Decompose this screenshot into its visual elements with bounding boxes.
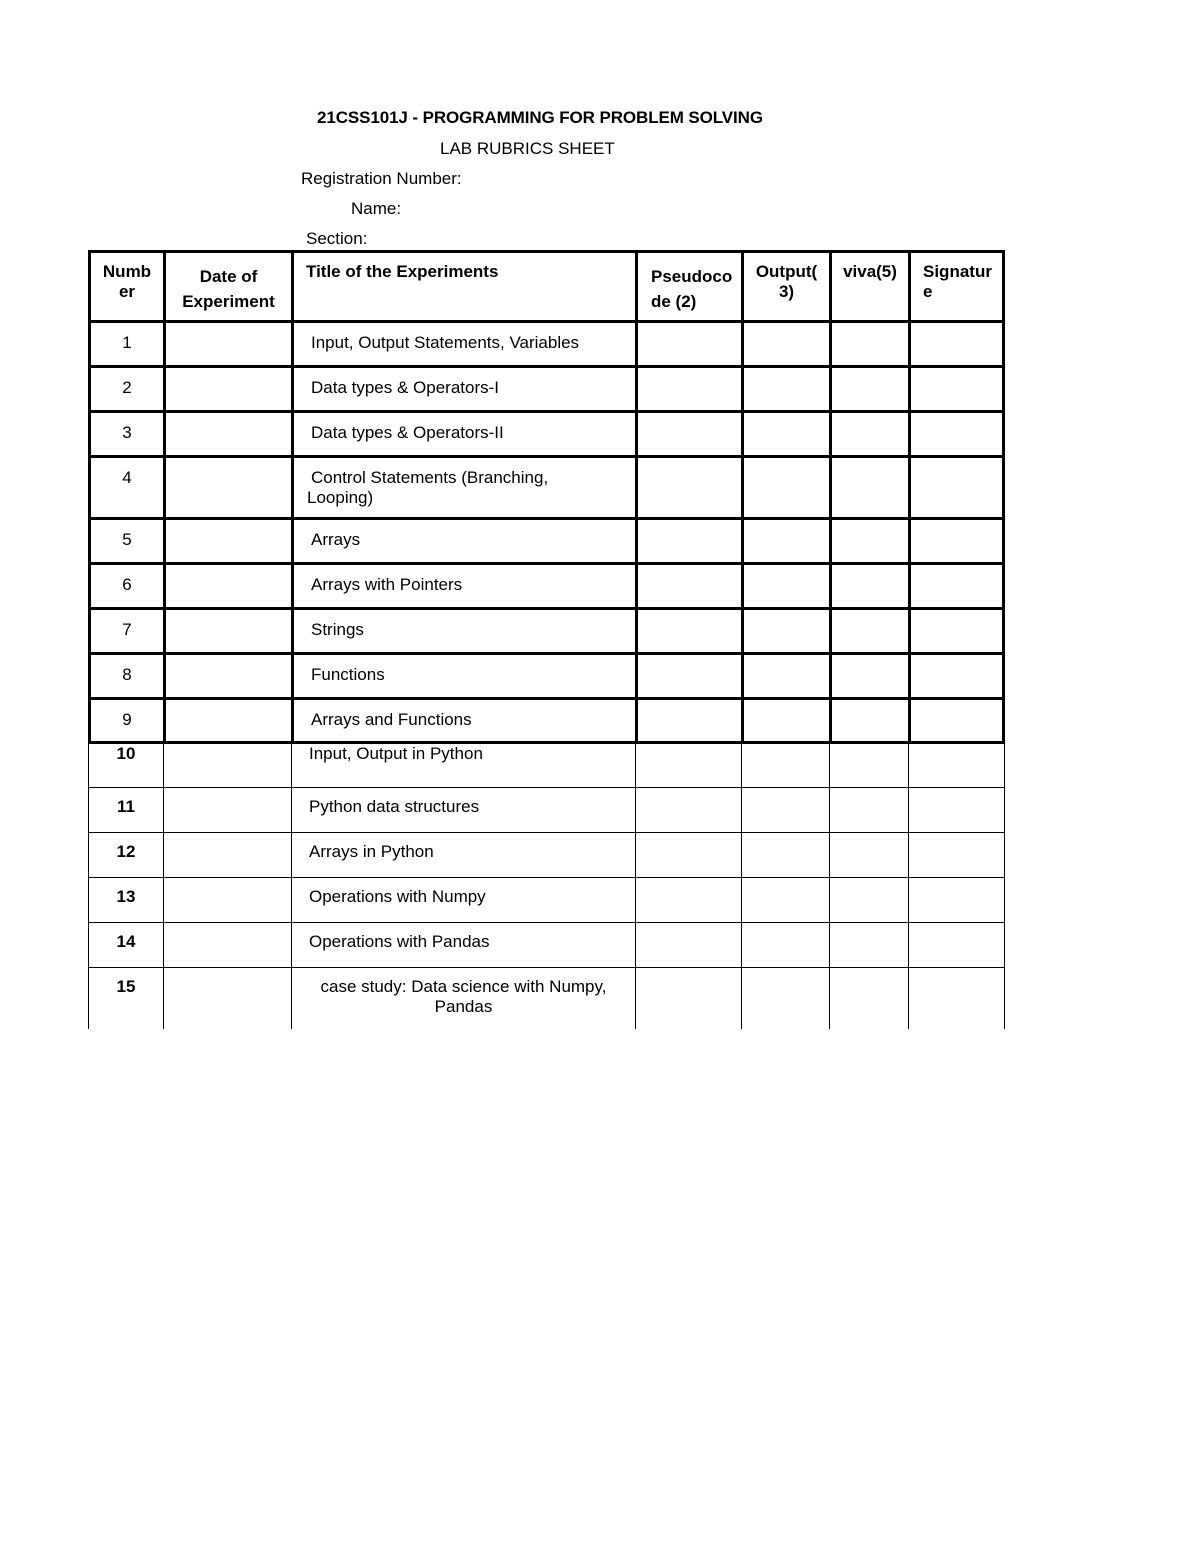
signature-cell[interactable]: [908, 323, 1005, 365]
viva-score-cell[interactable]: [829, 923, 908, 967]
pseudocode-score-cell[interactable]: [635, 923, 741, 967]
viva-score-cell[interactable]: [829, 520, 908, 562]
viva-score-cell[interactable]: [829, 458, 908, 517]
row-number: 7: [88, 610, 163, 652]
date-cell[interactable]: [163, 744, 291, 787]
viva-score-cell[interactable]: [829, 368, 908, 410]
experiment-title: Arrays: [291, 520, 635, 562]
signature-cell[interactable]: [908, 788, 1005, 832]
header-viva: viva(5): [829, 253, 908, 320]
output-score-cell[interactable]: [741, 610, 829, 652]
row-number: 9: [88, 700, 163, 741]
row-number: 13: [88, 878, 163, 922]
pseudocode-score-cell[interactable]: [635, 833, 741, 877]
table-row: [88, 741, 1005, 787]
registration-number-label: Registration Number:: [301, 169, 462, 188]
viva-score-cell[interactable]: [829, 968, 908, 1029]
pseudocode-score-cell[interactable]: [635, 458, 741, 517]
header-date: Date of Experiment: [163, 253, 291, 320]
output-score-cell[interactable]: [741, 655, 829, 697]
table-row: [88, 787, 1005, 832]
viva-score-cell[interactable]: [829, 700, 908, 741]
document-subtitle: LAB RUBRICS SHEET: [440, 139, 615, 158]
experiment-title: Data types & Operators-II: [291, 413, 635, 455]
row-number: 1: [88, 323, 163, 365]
pseudocode-score-cell[interactable]: [635, 878, 741, 922]
experiment-title: Arrays in Python: [291, 833, 635, 877]
date-cell[interactable]: [163, 520, 291, 562]
header-signature: Signatur e: [908, 253, 1005, 320]
output-score-cell[interactable]: [741, 413, 829, 455]
row-number: 5: [88, 520, 163, 562]
signature-cell[interactable]: [908, 700, 1005, 741]
output-score-cell[interactable]: [741, 833, 829, 877]
pseudocode-score-cell[interactable]: [635, 520, 741, 562]
table-row: [88, 967, 1005, 1029]
date-cell[interactable]: [163, 413, 291, 455]
signature-cell[interactable]: [908, 878, 1005, 922]
pseudocode-score-cell[interactable]: [635, 655, 741, 697]
viva-score-cell[interactable]: [829, 610, 908, 652]
date-cell[interactable]: [163, 323, 291, 365]
date-cell[interactable]: [163, 968, 291, 1029]
experiment-title: case study: Data science with Numpy, Pandas: [291, 968, 635, 1029]
header-pseudocode: Pseudoco de (2): [635, 253, 741, 320]
section-label: Section:: [306, 229, 368, 248]
output-score-cell[interactable]: [741, 323, 829, 365]
pseudocode-score-cell[interactable]: [635, 700, 741, 741]
experiment-title: Strings: [291, 610, 635, 652]
pseudocode-score-cell[interactable]: [635, 413, 741, 455]
date-cell[interactable]: [163, 700, 291, 741]
pseudocode-score-cell[interactable]: [635, 565, 741, 607]
row-number: 8: [88, 655, 163, 697]
viva-score-cell[interactable]: [829, 788, 908, 832]
viva-score-cell[interactable]: [829, 878, 908, 922]
row-number: 11: [88, 788, 163, 832]
name-label: Name:: [351, 199, 402, 218]
signature-cell[interactable]: [908, 610, 1005, 652]
signature-cell[interactable]: [908, 923, 1005, 967]
header-title: Title of the Experiments: [291, 253, 635, 320]
table-row: [88, 410, 1005, 455]
table-row: [88, 455, 1005, 517]
experiment-title: Arrays and Functions: [291, 700, 635, 741]
table-row: [88, 877, 1005, 922]
rubrics-table: [88, 250, 1005, 1029]
row-number: 2: [88, 368, 163, 410]
output-score-cell[interactable]: [741, 565, 829, 607]
date-cell[interactable]: [163, 565, 291, 607]
date-cell[interactable]: [163, 655, 291, 697]
pseudocode-score-cell[interactable]: [635, 368, 741, 410]
table-header-row: [88, 250, 1005, 320]
date-cell[interactable]: [163, 833, 291, 877]
viva-score-cell[interactable]: [829, 655, 908, 697]
output-score-cell[interactable]: [741, 700, 829, 741]
pseudocode-score-cell[interactable]: [635, 744, 741, 787]
table-row: [88, 832, 1005, 877]
table-row: [88, 562, 1005, 607]
date-cell[interactable]: [163, 610, 291, 652]
table-row: [88, 365, 1005, 410]
experiment-title: Arrays with Pointers: [291, 565, 635, 607]
row-number: 15: [88, 968, 163, 1029]
experiment-title: Data types & Operators-I: [291, 368, 635, 410]
signature-cell[interactable]: [908, 565, 1005, 607]
pseudocode-score-cell[interactable]: [635, 968, 741, 1029]
pseudocode-score-cell[interactable]: [635, 610, 741, 652]
experiment-title: Python data structures: [291, 788, 635, 832]
date-cell[interactable]: [163, 368, 291, 410]
row-number: 3: [88, 413, 163, 455]
signature-cell[interactable]: [908, 833, 1005, 877]
output-score-cell[interactable]: [741, 878, 829, 922]
table-row: [88, 320, 1005, 365]
row-number: 14: [88, 923, 163, 967]
output-score-cell[interactable]: [741, 368, 829, 410]
experiment-title: Operations with Numpy: [291, 878, 635, 922]
output-score-cell[interactable]: [741, 923, 829, 967]
pseudocode-score-cell[interactable]: [635, 323, 741, 365]
signature-cell[interactable]: [908, 744, 1005, 787]
output-score-cell[interactable]: [741, 520, 829, 562]
viva-score-cell[interactable]: [829, 413, 908, 455]
experiment-title: Operations with Pandas: [291, 923, 635, 967]
experiment-title: Control Statements (Branching, Looping): [291, 458, 635, 517]
viva-score-cell[interactable]: [829, 744, 908, 787]
signature-cell[interactable]: [908, 968, 1005, 1029]
signature-cell[interactable]: [908, 458, 1005, 517]
viva-score-cell[interactable]: [829, 565, 908, 607]
date-cell[interactable]: [163, 788, 291, 832]
pseudocode-score-cell[interactable]: [635, 788, 741, 832]
table-row: [88, 652, 1005, 697]
row-number: 12: [88, 833, 163, 877]
experiment-title: Input, Output Statements, Variables: [291, 323, 635, 365]
header-number: Numb er: [88, 253, 163, 320]
experiment-title: Input, Output in Python: [291, 744, 635, 787]
signature-cell[interactable]: [908, 655, 1005, 697]
row-number: 10: [88, 744, 163, 787]
date-cell[interactable]: [163, 878, 291, 922]
signature-cell[interactable]: [908, 520, 1005, 562]
row-number: 6: [88, 565, 163, 607]
viva-score-cell[interactable]: [829, 323, 908, 365]
output-score-cell[interactable]: [741, 744, 829, 787]
signature-cell[interactable]: [908, 368, 1005, 410]
table-row: [88, 922, 1005, 967]
signature-cell[interactable]: [908, 413, 1005, 455]
row-number: 4: [88, 458, 163, 517]
output-score-cell[interactable]: [741, 968, 829, 1029]
header-output: Output( 3): [741, 253, 829, 320]
experiment-title: Functions: [291, 655, 635, 697]
date-cell[interactable]: [163, 458, 291, 517]
viva-score-cell[interactable]: [829, 833, 908, 877]
table-row: [88, 607, 1005, 652]
document-title: 21CSS101J - PROGRAMMING FOR PROBLEM SOLVING: [317, 108, 763, 127]
output-score-cell[interactable]: [741, 788, 829, 832]
date-cell[interactable]: [163, 923, 291, 967]
table-row: [88, 517, 1005, 562]
output-score-cell[interactable]: [741, 458, 829, 517]
table-row: [88, 697, 1005, 741]
